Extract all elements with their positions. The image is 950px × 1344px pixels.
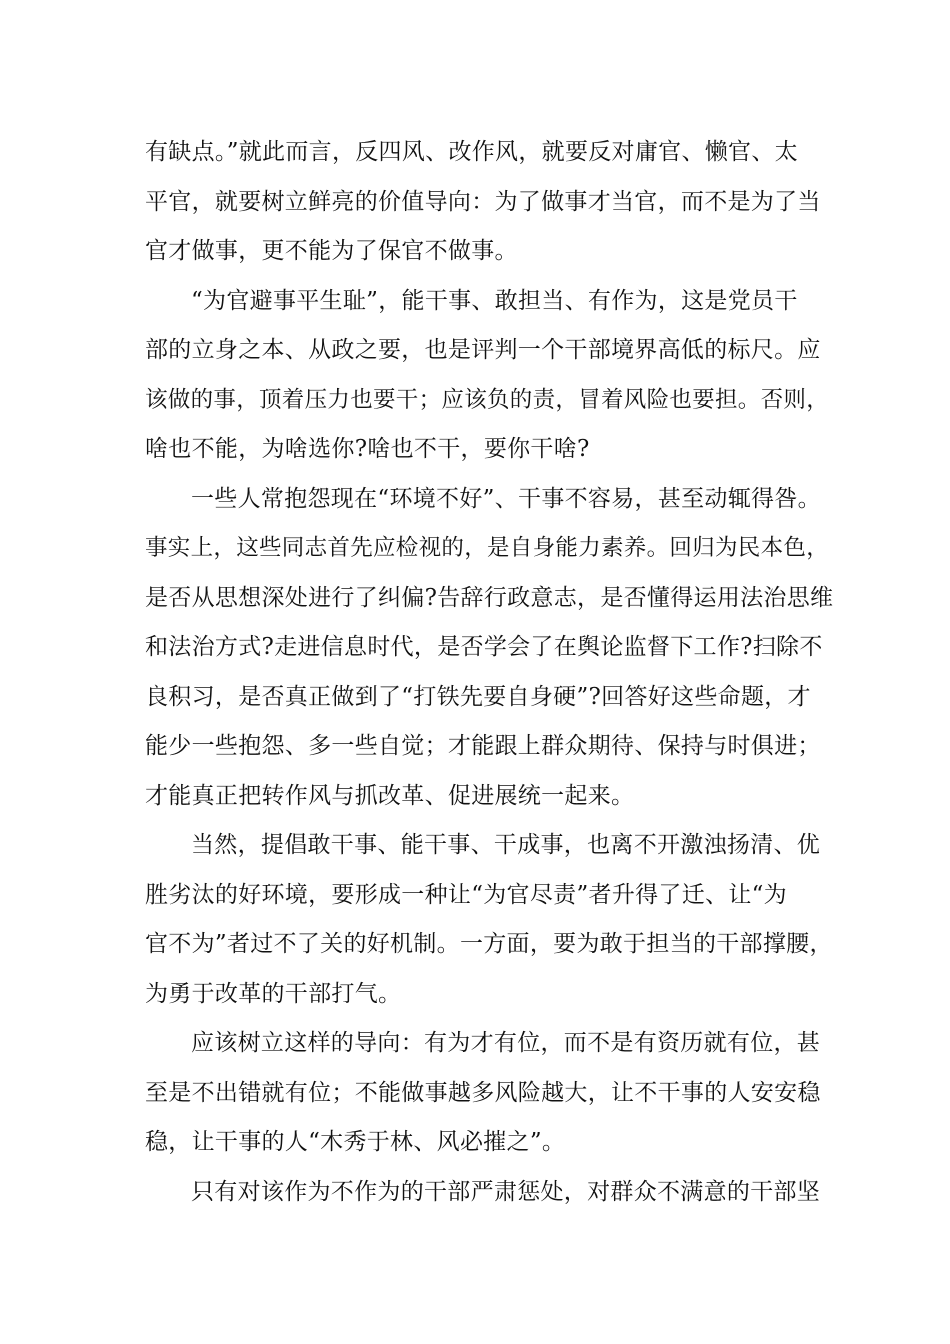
text-line: 至是不出错就有位；不能做事越多风险越大，让不干事的人安安稳 — [145, 1079, 821, 1106]
text-line: 官不为”者过不了关的好机制。一方面，要为敢于担当的干部撑腰， — [145, 931, 833, 957]
text-line: 平官，就要树立鲜亮的价值导向：为了做事才当官，而不是为了当 — [145, 188, 821, 215]
paragraph-first-line: 一些人常抱怨现在“环境不好”、干事不容易，甚至动辄得咎。 — [191, 485, 821, 512]
body-text — [145, 128, 835, 1217]
text-line: 啥也不能，为啥选你?啥也不干，要你干啥? — [145, 436, 590, 462]
text-line: 事实上，这些同志首先应检视的，是自身能力素养。回归为民本色， — [145, 535, 830, 561]
paragraph-first-line: 当然，提倡敢干事、能干事、干成事，也离不开激浊扬清、优 — [191, 832, 821, 858]
text-line: 有缺点。”就此而言，反四风、改作风，就要反对庸官、懒官、太 — [145, 139, 798, 165]
text-line: 部的立身之本、从政之要，也是评判一个干部境界高低的标尺。应 — [145, 337, 821, 363]
paragraph-first-line: “为官避事平生耻”，能干事、敢担当、有作为，这是党员干 — [191, 287, 798, 314]
text-line: 稳，让干事的人“木秀于林、风必摧之”。 — [145, 1129, 566, 1155]
text-line: 胜劣汰的好环境，要形成一种让“为官尽责”者升得了迁、让“为 — [145, 881, 787, 908]
text-line: 和法治方式?走进信息时代，是否学会了在舆论监督下工作?扫除不 — [145, 634, 823, 660]
text-line: 才能真正把转作风与抓改革、促进展统一起来。 — [145, 782, 635, 809]
text-line: 官才做事，更不能为了保官不做事。 — [145, 238, 518, 264]
text-line: 为勇于改革的干部打气。 — [145, 980, 402, 1007]
paragraph-first-line: 应该树立这样的导向：有为才有位，而不是有资历就有位，甚 — [191, 1030, 821, 1056]
text-line: 能少一些抱怨、多一些自觉；才能跟上群众期待、保持与时俱进； — [145, 733, 821, 759]
text-line: 该做的事，顶着压力也要干；应该负的责，冒着风险也要担。否则， — [145, 386, 830, 413]
paragraph-first-line: 只有对该作为不作为的干部严肃惩处，对群众不满意的干部坚 — [191, 1178, 821, 1205]
text-line: 是否从思想深处进行了纠偏?告辞行政意志，是否懂得运用法治思维 — [145, 584, 834, 611]
text-line: 良积习，是否真正做到了“打铁先要自身硬”?回答好这些命题，才 — [145, 683, 811, 710]
